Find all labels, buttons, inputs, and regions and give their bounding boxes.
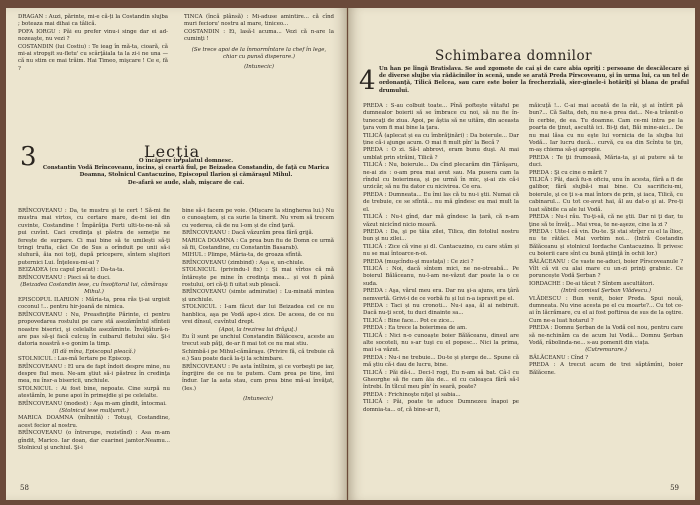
stage-direction: (Il dă mîna, Episcopul pleacă.) — [52, 348, 136, 355]
dialogue-line: BEIZADEA (cu capul plecat) : Da-ta-ta. — [18, 267, 125, 274]
dialogue-line: PREDA : Dumneata... Eu îmi las că tu nu-i ştii. Numai că de trebuie, ce se sfîntă... nu mă gîndesc eu mai mult la el. — [363, 191, 519, 213]
dialogue-line: TILICĂ : Zice că vine și dl. Cantacuzino, cu care stăm și nu se mai întoarce-n-oi. — [363, 243, 519, 258]
dialogue-line: MARICA DOAMNA (mîhnită) : Totuşi, Costandine, acest fecior al nostru. — [18, 415, 170, 429]
dialogue-line: STOLNICUL : Ai fost bine, nepoate. Cine surpă nu atestămîn, le pune apoi în primejdie şi pe celelalte. — [18, 385, 170, 400]
dialogue-line: TILICĂ : Nici n-o cunoaște boier Bălăceanu, dinsul are alte socoteli, nu s-ar tuşi cu el popesc... Nici la prima, mai i-a văzut. — [363, 332, 519, 354]
top-left-dialogue — [18, 14, 168, 73]
left-page — [6, 8, 347, 500]
dialogue-line: PREDA : A trecut acum de trei săptămîni, boier Bălăcene. — [529, 362, 683, 376]
scene-intro — [36, 158, 336, 187]
dialogue-line: DRAGAN : Auzi, părinte, mi-e că-ți la Costandin slujba ; boteaza mai dihai ca tâlică. — [18, 14, 168, 28]
dialogue-line: Schimbă-i pe Mihul-cămăraşu. (Privire fă, că trebuie că e.) Sau poate dacă la-ţi la schimbare. — [182, 348, 334, 363]
dialogue-line: VLĂDESCU : Bun venit, boier Preda. Spui nouă, dumneata. Nu vine acesta pe el cu moarte?... Cu tot ce-ai în lăcrămare, cu el ai fost poftirea de sus de la oştire. Cum ne-a luat hotarul ? — [529, 295, 683, 324]
stage-direction: (Intunecic) — [243, 396, 273, 403]
dialogue-line: PREDA : Nu-i ne trebuie... Du-te și șterge de... Spune că mă ştiu că-i dau de lucru, bine. — [363, 354, 519, 369]
dialogue-line: măicuţă !... C-ai mai acoată de la răi, şi ai întîrit pă bun?... Că Salta, deh, nu ne-a prea dat... Ne-a trăsnit-o în cerbie, de ea. Tu doamne. Cam ce-mi intra pe la poarta de ţinut, ascultă ici. Bi-ţi dat, Băi mine-aici... De nu mai lăsa cu nu eşte lui vornicia de la slujba lui Vodă... Iar lucru ducă... curvă, cu ea din Scîntu te ţin, m-aș chiema să-şi apropie. — [529, 103, 683, 154]
right-column — [182, 208, 334, 404]
intro-line: Un han pe lîngă Bratislava. Se aud zgomote de cai şi de care abia opriţi : persoane de descălecare şi de diverse slujbe via rădăcinilor în scenă, unde se arată Preda Pîrscoveanu, şi în urma lui, ca un tel de ordonanţă, Tilică Belcea, sau care este boier la frecherzială, sîer-ginele-i hotărîţi și blana de praful drumului. — [379, 66, 689, 94]
dialogue-line: BRÎNCOVEANU : Pieci să te duci. — [18, 274, 111, 281]
dialogue-line: BĂLĂCEANU : Cînd ? — [529, 354, 589, 361]
dialogue-line: PREDA : O zi. Să-l abbrovi, eram bunu duşi. Ai mai umblat prin străini, Tilică ? — [363, 147, 519, 161]
dialogue-line: PREDA : Frichinoşte niţel şi sabia... — [363, 391, 461, 398]
dialogue-line: TINCA (încă plânsă) : Mi-aduse amintire... că cînd muri fecioru' nostru al mare, tiniceo... — [184, 14, 334, 28]
dialogue-line: BRÎNCOVEANU (zimbind) : Aşa e, un-chiule. — [182, 259, 305, 266]
top-right-dialogue — [184, 14, 334, 72]
dialogue-line: BRÎNCOVEANU : Nu, Preasfinţite Părinte, ci pentru propovedarea rostului pe care stă asezămîntul sfînteii noastre biserici, şi celelalte asezăminte. Învăţătură-n-are pas să-şi facă culcuş în cuibarul fletului său. Şi-i datoria noastră s-o gonim la timp. — [18, 311, 170, 348]
dialogue-line: BRÎNCOVEANU : Pe asta întîlnim, şi ce vorbeşti pe iar, îngrijire de ce nu te putem. Cum prea pe tine, îmi îndur. Iar la asta stau, cum prea bine mă-ai învăţat, (Ies.) — [182, 363, 334, 392]
dialogue-line: BRÎNCOVEANU (modest) : Aşa m-am gîndit, întocmai. — [18, 400, 167, 407]
stage-direction: (Intunecic) — [244, 64, 274, 71]
dialogue-line: PREDA : Domnu Șerban de la Vodă cel nou, pentru care să ne-nchinăm ca de acum lui Vodă... Domnu Şerban Vodă, răbolinda-ne... s-au pomenit din viața. — [529, 325, 683, 346]
stage-direction: (Beizadea Costandin iese, cu însoţitorul lui, cămăraşu Mihul.) — [20, 282, 168, 296]
dialogue-line: TILICĂ : Noi, dacă sîntem mici, ne ne-otreabă... Pe boierul Bălăceanu, nu-l-am ne-văzut dar poate la o ce suda. — [363, 265, 519, 287]
stage-direction: (Se trece apoi de la înmormîntare la chef în lege, chiar cu punsă disperare.) — [191, 46, 327, 61]
dialogue-line: PREDA (muşcîndu-şi mustaţa) : Ce zici ? — [363, 258, 474, 265]
scene-title: Lecţia — [144, 142, 201, 161]
intro-line: De-afară se aude, slab, mişcare de cai. — [127, 179, 245, 186]
intro-line: O încăpere în palatul domnesc. — [138, 158, 234, 164]
dialogue-line: COSTANDIN (lui Costiu) : Te ieag în mă-ta, cioară, cã mi-ai stropşit su-fletu' cu scârţâiala ta la zi-i ne una — că nu stim ce mai trăim. Hai Timeo, mişcare ! Ce e, fă ? — [18, 43, 168, 72]
dialogue-line: TILICĂ : Nu-i gînd, dar mă gîndesc la țară, că n-am văzut nicicînd nicio moară. — [363, 214, 519, 228]
dialogue-line: PREDA : Ea trece la boierimea de am. — [363, 325, 467, 332]
dialogue-line: MARICA DOAMNA : Ca prea bun fiu de Domn ce urmă să fii, Costandine, cu Constantin Basarab). — [182, 237, 334, 252]
dialogue-line: bine să-i facem pe voie. (Mișcare la stingherea lui.) Nu o cunoaştem, și ca surie la tinerit. Nu vrem să trecem cu vederea, că de nu l-om și de cînd ţară. — [182, 208, 334, 229]
dialogue-line: TILICĂ : Păi dă-i... Deci-l rogi, Eu n-am să bat. Câ-l cu Gheorghe să fie cam ăla de... el cu caleaşca fără să-l întrebi. În tîlcul meu pîn' în seară, poate? — [363, 369, 519, 391]
dialogue-line: PREDA : S-au colbuit toate... Pînă poftește vătaful pe dumnealor boierii să se îmbrace cu noi, să nu fie în-tunecaţi de ziua. Apoi, pe ăștia să ne uităm, din aceasta ţara vom fi mai bine la ţara. — [363, 103, 519, 132]
stage-direction: (Intră comisul Șerban Vlădescu.) — [560, 288, 651, 295]
dialogue-line: PREDA : Şi cu cine o mărit ? — [529, 169, 607, 176]
right-page — [348, 8, 695, 500]
dialogue-line: TILICĂ : Nu, boierule... Da cînd plecarăm din Țărăşaru, ne-ai zis : o-am prea mai avut sau. Ma pusera cam la rîndul cu boierimea, și pe urmă în mic, și-ai zis că-i urzicăr, să nu fiu dator cu nicivirea. Ce era. — [363, 162, 519, 191]
dialogue-line: STOLNICUL : Las-mă Iertare pe Episcop. — [18, 356, 132, 363]
scene-title: Schimbarea domnilor — [435, 48, 593, 64]
dialogue-line: BĂLĂCEANU : Ce vaste ne-aduci, boier Pîrscoveanule ? Vîlt că vii cu alai mare cu un-zi prinţi grabnic. Ce poruncește Vodă Șerban ? — [529, 258, 683, 280]
left-column — [363, 103, 519, 414]
dialogue-line: BRÎNCOVEANU (simte admiratie) : Lu-minată mintea și unchiule. — [182, 289, 334, 303]
stage-direction: (Cutremurare.) — [585, 347, 627, 354]
dialogue-line: STOLNICUL : I-am făcut dar lui Beizadea cel ce nu hanblica, aşa pe Vodă apo-i zice. De aceea, de ce nu vrei dînsul, cuvîntul drept. — [182, 304, 334, 326]
page-number: 58 — [20, 484, 29, 492]
intro-line: Constantin Vodă Brîncoveanu, încins, şi ceartă fiul, pe Beizadea Constandin, de faţă cu Marica Doamna, Stolnicul Cantacuzino, Episcopul Ilarion şi cămăraşul Mihul. — [42, 165, 330, 179]
dialogue-line: TILICĂ : Păi, dacă fu-n oficiu, unu în acesta, fără a fi de galibor, fără slujbă-i mai bine. Cu sacrificiu-mi, boierule, şi ce ţi s-a mai întors de prin, şi iaca, Tilică, cu cabinarul... Cu tot ce-avut hai, ăl au dat-o şi ai. Pre-ți luat săbiile ca ale lui Vodă. — [529, 177, 683, 213]
dialogue-line: PREDA : Te ţii frumoasă, Măria-ta, şi ai putere să te duci. — [529, 154, 683, 169]
dialogue-line: TILICĂ : Păi, poate te aduce Dumnezeu înapoi pe domnia-ta... of, că bine-ar fi, — [363, 399, 519, 413]
page-number: 59 — [670, 484, 679, 492]
scene-number: 3 — [20, 142, 37, 172]
dialogue-line: PREDA : Aşa, vărul meu era. Dar nu şi-a ajuns, era ţâră nemvertă. Grivi-i de ce vorbă fu și lui n-a ispravit pe el. — [363, 288, 519, 302]
dialogue-line: STOLNICUL (privindu-l fix) : Şi mai vîrtos că mă întărește pe mine în credinţa mea... și voi fi până rostului, ori că-ţi fi uitat sub pleacă. — [182, 267, 334, 289]
dialogue-line: Eu îl sunt pe unchiul Constandin Bălăcescu, aceste au trecut sub păţi, de-ar fi mai tot ce nu mai stiu. — [182, 333, 334, 348]
dialogue-line: BRÎNCOVEANU : El ura de fapt îndoit despre mine, nu despre fiul meu. Ne-am ştiut să-i păstrez în credinţa mea, nu însr-a bisericii, unchiule. — [18, 363, 170, 385]
dialogue-line: PREDA : Taci și nu cronoti... Nu-i așa, ăl ai nebiruit. Dacă nu-ţi scot, tu duci dinainte sa... — [363, 302, 519, 317]
dialogue-line: BRÎNCOVEANU : Dacă văzurăm prea fără grijă. — [182, 230, 314, 237]
stage-direction: (Apoi, la trezirea lui drăguţ.) — [218, 326, 298, 333]
scene-intro — [379, 66, 689, 95]
dialogue-line: POFA IORGU : Păi eu prefer vinu-i singe dar ei ad-nozeaşte, nu vezi ? — [18, 28, 168, 43]
left-column — [18, 208, 170, 452]
dialogue-line: BRÎNCOVEANU (o întrerupe, rezistînd) : Asa m-am gîndit, Marico. Iar doan, dar cuarinei jamtor.Neamu... Stolnicul şi unchiul. Şi-i — [18, 430, 170, 451]
dialogue-line: MIHUL : Plimpe, Măria-ta, de groaza sfîntă. — [182, 252, 303, 259]
dialogue-line: IORDACHE : De-ai tăcut ? Sîntem ascultători. — [529, 280, 655, 287]
dialogue-line: TILICĂ : Bine face... Pot ce zice... — [363, 317, 455, 324]
right-column — [529, 103, 683, 377]
dialogue-line: TILICĂ (aplecat și ea cu îmbrăţinări) : Da boierule... Dar ține că-i ajunge acum. O mai fi mult pîn' la Becă ? — [363, 132, 519, 147]
dialogue-line: PREDA : Da, şi pe tăia zilei, Tilica, din fotoliul nostru bun şi nu zilei... — [363, 228, 519, 243]
dialogue-line: BRÎNCOVEANU : Da, te mustru şi te cert ! Să-mi fie mustra mai virtos, cu certare mare, de-mi iei din cuvinte, Costandine ! Împărăţia Ferti ulti-te-ne-nă să pui cuvînt. Caci credinţa şi păstra de semeţie ne ferește de surpare. Ci mai bine să te umilești să-ţi tringi trufia, căci Ce de Sus a orînduit pe unii să-i sluhură, ăia noi toţi, după pricepere, sîntem slujitori puternici Lui. Înţelesu-mi-ai ? — [18, 208, 170, 266]
scene-number: 4 — [359, 66, 376, 96]
dialogue-line: PREDA : Nu-i rău. Tu-ţi-să, că ne ştii. Dar ni ţi dar, tu ţine să te învăţ... Mai vrea, te ne-aşeze, cine la zi ? — [529, 214, 683, 228]
dialogue-line: EPISCOPUL ILARION : Măria-ta, prea răs ţi-ai urgisit coconul !... pentru hir-joană de nimica. — [18, 296, 170, 311]
dialogue-line: COSTANDIN : Ei, lasă-l acuma... Vezi că n-are la cuminţi ! — [184, 28, 334, 43]
stage-direction: (Stolnicul iese mulțumit.) — [59, 407, 129, 414]
dialogue-line: PREDA : Uite-l că vin. Du-te. Şi stai strîjer cu el la îlioc, nu te rătăci. Mai vorbim noi... (Intră Costandin Bălăceanu și stolnicul Iordache Cantacuzino. Îl privesc cu boierii care sînt cu bună ştiinţă în ochii lor.) — [529, 228, 683, 258]
